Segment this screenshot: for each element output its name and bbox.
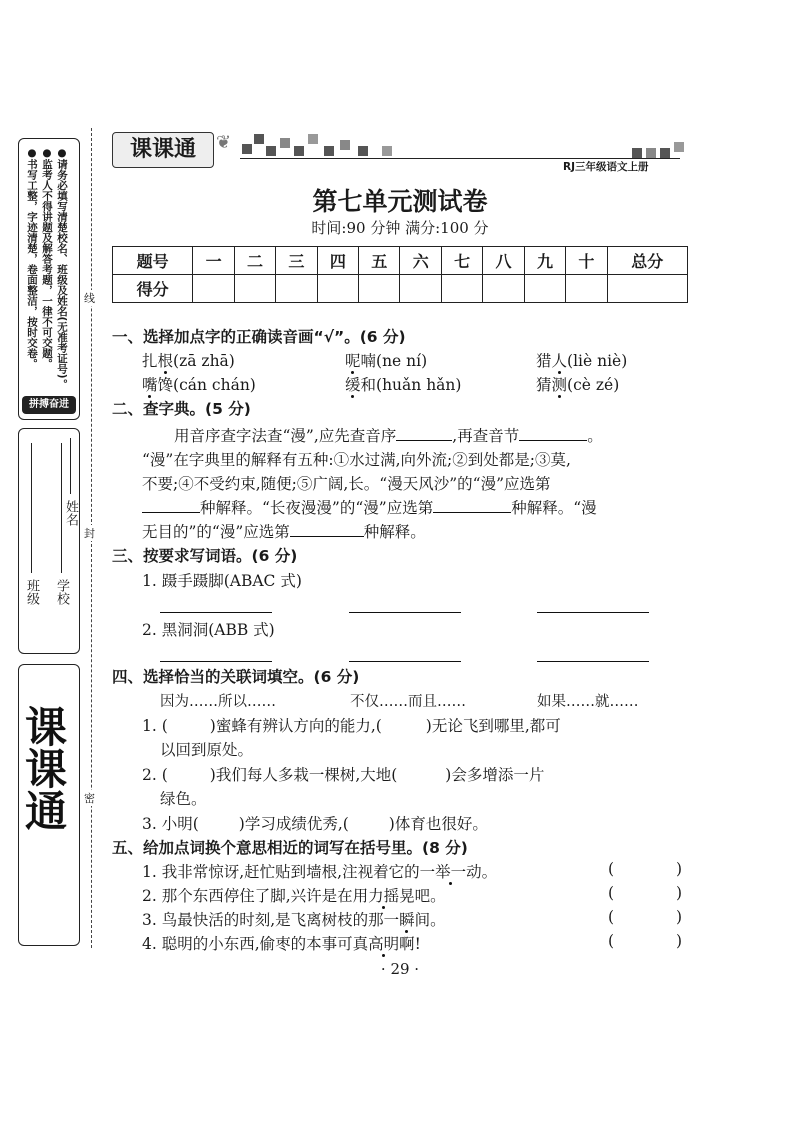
score-table: [112, 246, 688, 303]
score-input[interactable]: [359, 275, 400, 303]
dotted-char: 嘴: [142, 373, 158, 395]
q4-text: )蜜蜂有辨认方向的能力,(: [209, 717, 382, 735]
score-input[interactable]: [566, 275, 607, 303]
answer-paren-close: ): [676, 884, 683, 902]
q5-text: 1. 我非常惊讶,赶忙贴到墙根,注视着它的: [142, 863, 420, 881]
brand-box: [18, 664, 80, 946]
q2-line: “漫”在字典里的解释有五种:①水过满,向外流;②到处都是;③莫,: [142, 451, 571, 469]
q1-heading: 一、选择加点字的正确读音画“√”。(6 分): [112, 328, 406, 346]
q1-item[interactable]: [345, 349, 427, 371]
q4-text: )我们每人多栽一棵树,大地(: [209, 766, 398, 784]
q1-item[interactable]: [536, 349, 627, 371]
answer-paren-close: ): [676, 932, 683, 950]
q3-item-1: 1. 蹑手蹑脚(ABAC 式): [142, 572, 302, 590]
q4-heading: 四、选择恰当的关联词填空。(6 分): [112, 668, 360, 686]
answer-blank[interactable]: [519, 426, 587, 441]
answer-paren-open: (: [608, 860, 615, 878]
q5-text: 。: [481, 863, 498, 881]
item-text: 猜: [536, 376, 552, 394]
q4-sentence-1-cont: 以回到原处。: [160, 741, 254, 759]
brand-text: 课课通: [19, 705, 68, 831]
score-input[interactable]: [441, 275, 482, 303]
table-cell: 四: [317, 247, 358, 275]
q1-item[interactable]: [345, 373, 461, 395]
table-cell: 得分: [113, 275, 193, 303]
cut-mark-seal: 封: [84, 527, 95, 540]
dotted-char: 人: [552, 349, 568, 371]
q5-item: [142, 932, 421, 954]
time-info: 时间:90 分钟 满分:100 分: [311, 219, 489, 237]
table-cell: 三: [276, 247, 317, 275]
q2-text: ,再查音节: [452, 427, 520, 445]
table-cell: 七: [441, 247, 482, 275]
answer-line[interactable]: [160, 661, 272, 662]
answer-box[interactable]: [622, 908, 672, 928]
table-cell: 一: [193, 247, 234, 275]
q2-line: [142, 496, 597, 518]
q4-text: 2. (: [142, 766, 168, 784]
table-cell: 二: [234, 247, 275, 275]
q1-item[interactable]: [536, 373, 619, 395]
q4-text: )无论飞到哪里,都可: [425, 717, 561, 735]
class-label: 班级: [24, 579, 39, 605]
cut-mark-secret: 密: [84, 792, 95, 805]
q2-text: 用音序查字法查“漫”,应先查音序: [174, 427, 397, 445]
q5-item: [142, 884, 446, 906]
q4-sentence-2: [142, 763, 544, 785]
pinyin-options: (zā zhā): [173, 352, 235, 370]
item-text: 馋: [157, 376, 174, 394]
answer-line[interactable]: [349, 612, 461, 613]
answer-blank[interactable]: [142, 498, 200, 513]
q1-item[interactable]: [142, 349, 235, 371]
name-field[interactable]: [70, 438, 71, 494]
score-input[interactable]: [276, 275, 317, 303]
note-3: ●书写工整，字迹清楚，卷面整洁，按时交卷。: [26, 147, 38, 369]
dotted-char: 呢: [345, 349, 361, 371]
q2-text: 。: [587, 427, 603, 445]
answer-blank[interactable]: [396, 426, 452, 441]
q4-sentence-2-cont: 绿色。: [160, 790, 207, 808]
q4-sentence-3: [142, 812, 488, 834]
page-title: 第七单元测试卷: [312, 187, 488, 216]
q2-line: [142, 520, 426, 542]
option-3: 如果……就……: [537, 694, 639, 710]
answer-blank[interactable]: [290, 522, 364, 537]
note-2: ●监考人不得讲题及解答考题，一律不可交题。: [41, 147, 53, 369]
pinyin-options: (cán chán): [173, 376, 256, 394]
answer-line[interactable]: [160, 612, 272, 613]
table-cell: 十: [566, 247, 607, 275]
option-1: 因为……所以……: [160, 694, 276, 710]
pinyin-options: (ne ní): [376, 352, 428, 370]
table-cell: 五: [359, 247, 400, 275]
answer-box[interactable]: [622, 884, 672, 904]
score-input[interactable]: [400, 275, 441, 303]
name-label: 姓名: [63, 500, 78, 526]
motto-badge: 拼搏奋进: [22, 396, 76, 414]
q5-text: 啊!: [399, 935, 421, 953]
score-input[interactable]: [234, 275, 275, 303]
answer-line[interactable]: [537, 612, 649, 613]
table-row: [113, 275, 688, 303]
dotted-char: 缓: [345, 373, 361, 395]
score-input[interactable]: [483, 275, 524, 303]
q5-text: 。: [430, 911, 446, 929]
header-logo: 课课通: [112, 132, 214, 168]
q4-text: )体育也很好。: [388, 815, 488, 833]
q2-heading: 二、查字典。(5 分): [112, 400, 251, 418]
note-1: ●请务必填写清楚校名、班级及姓名(无准考证号)。: [56, 147, 68, 390]
item-text: 喃: [360, 352, 377, 370]
dotted-char: 根: [158, 349, 174, 371]
table-cell: 总分: [607, 247, 687, 275]
item-text: 猎: [536, 352, 552, 370]
pinyin-options: (huǎn hǎn): [376, 376, 462, 394]
q2-text: 无目的”的“漫”应选第: [142, 523, 290, 541]
q2-text: 种解释。“漫: [511, 499, 597, 517]
score-input[interactable]: [317, 275, 358, 303]
q2-line: 不要;④不受约束,随便;⑤广阔,长。“漫天风沙”的“漫”应选第: [142, 475, 551, 493]
item-text: 扎: [142, 352, 158, 370]
page-number: · 29 ·: [380, 960, 420, 978]
score-input[interactable]: [524, 275, 565, 303]
table-cell: 六: [400, 247, 441, 275]
school-label: 学校: [54, 579, 69, 605]
q2-text: 种解释。“长夜漫漫”的“漫”应选第: [200, 499, 434, 517]
table-cell: 九: [524, 247, 565, 275]
q3-heading: 三、按要求写词语。(6 分): [112, 547, 298, 565]
q2-line: [174, 424, 603, 446]
option-2: 不仅……而且……: [350, 694, 466, 710]
table-row: [113, 247, 688, 275]
answer-paren-open: (: [608, 908, 615, 926]
pinyin-options: (liè niè): [567, 352, 628, 370]
q5-item: [142, 860, 497, 882]
answer-paren-close: ): [676, 860, 683, 878]
answer-paren-close: ): [676, 908, 683, 926]
cut-mark-line: 线: [84, 292, 95, 305]
q4-text: 1. (: [142, 717, 168, 735]
school-field[interactable]: [61, 443, 62, 573]
answer-paren-open: (: [608, 932, 615, 950]
dotted-word: 用力摇晃: [353, 884, 415, 906]
item-text: 和: [360, 376, 377, 394]
answer-box[interactable]: [622, 860, 672, 880]
q5-heading: 五、给加点词换个意思相近的词写在括号里。(8 分): [112, 839, 468, 857]
table-cell: 题号: [113, 247, 193, 275]
table-cell: 八: [483, 247, 524, 275]
q4-text: 3. 小明(: [142, 815, 199, 833]
q4-sentence-1: [142, 714, 561, 736]
class-field[interactable]: [31, 443, 32, 573]
answer-line[interactable]: [349, 661, 461, 662]
answer-blank[interactable]: [433, 498, 511, 513]
dotted-word: 高明: [368, 932, 399, 954]
q3-item-2: 2. 黑洞洞(ABB 式): [142, 621, 275, 639]
instructions-box: [18, 138, 80, 420]
q1-item[interactable]: [142, 373, 256, 395]
q4-text: )会多增添一片: [445, 766, 545, 784]
q5-text: 2. 那个东西停住了脚,兴许是在: [142, 887, 353, 905]
q2-text: 种解释。: [363, 523, 426, 541]
dotted-char: 测: [552, 373, 568, 395]
q5-text: 3. 鸟最快活的时刻,是飞离树枝的那: [142, 911, 384, 929]
answer-line[interactable]: [537, 661, 649, 662]
dotted-word: 一举一动: [420, 860, 482, 882]
grade-label: RJ三年级语文上册: [560, 159, 652, 174]
score-input[interactable]: [607, 275, 687, 303]
score-input[interactable]: [193, 275, 234, 303]
pinyin-options: (cè zé): [567, 376, 620, 394]
q5-text: 4. 聪明的小东西,偷枣的本事可真: [142, 935, 369, 953]
sprout-icon: ❦: [216, 132, 232, 153]
answer-paren-open: (: [608, 884, 615, 902]
q4-text: )学习成绩优秀,(: [238, 815, 349, 833]
dotted-word: 一瞬间: [384, 908, 431, 930]
answer-box[interactable]: [622, 932, 672, 952]
q5-text: 吧。: [414, 887, 446, 905]
q5-item: [142, 908, 446, 930]
